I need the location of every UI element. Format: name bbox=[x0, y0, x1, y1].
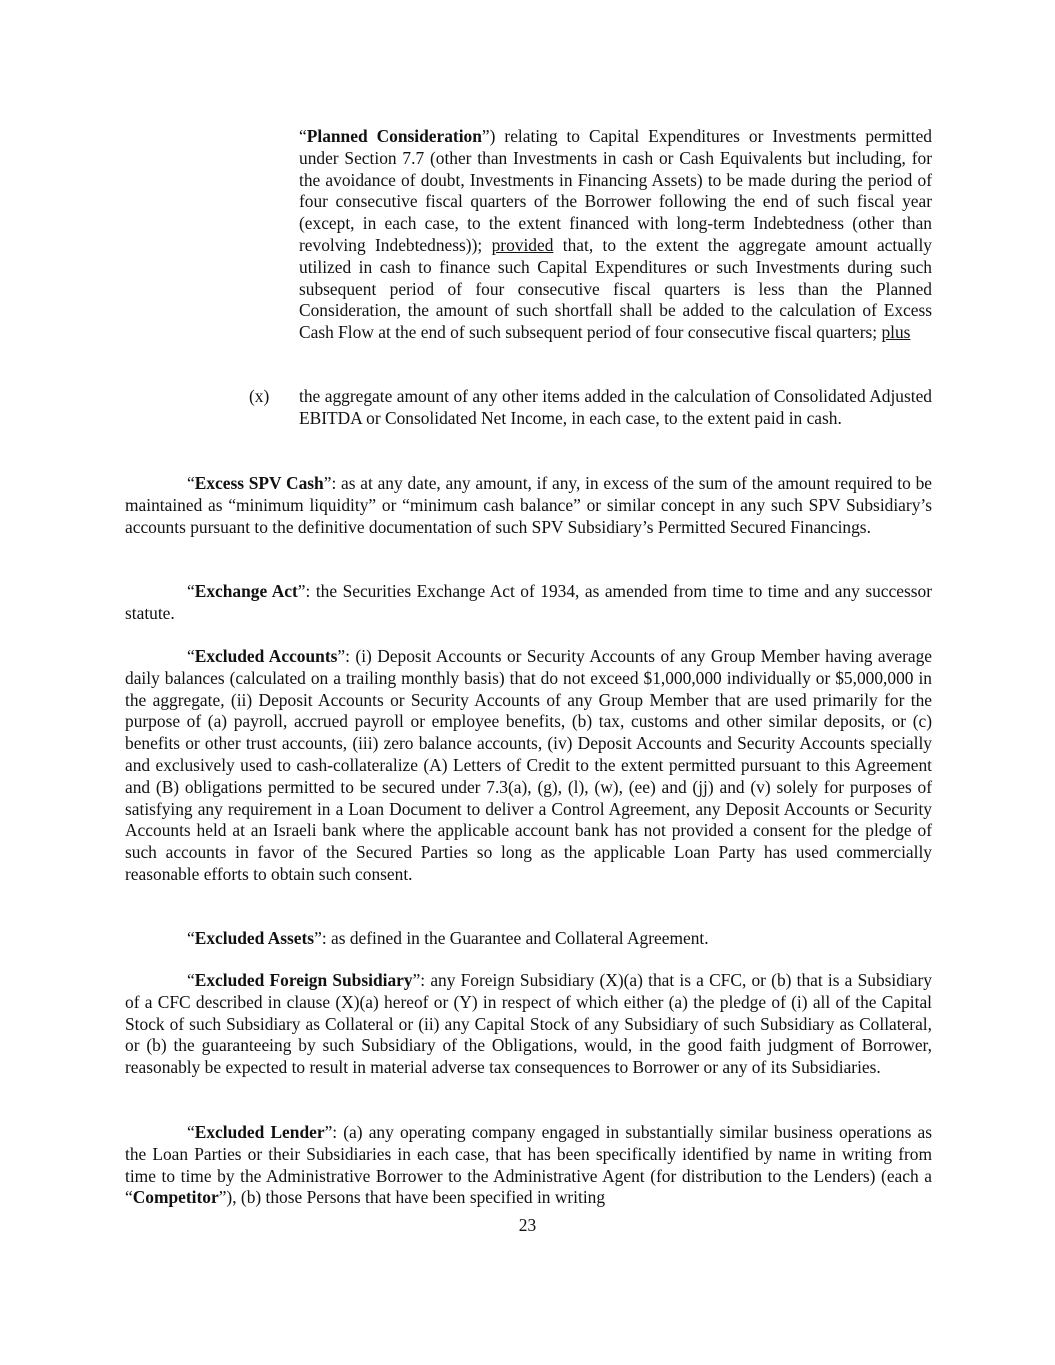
defined-term: Exchange Act bbox=[194, 581, 298, 601]
definition-exchange-act: “Exchange Act”: the Securities Exchange Act of 1934, as amended from time to time and any successor statute. bbox=[125, 581, 932, 623]
defined-term: Excluded Assets bbox=[194, 928, 315, 948]
provided-keyword: provided bbox=[491, 234, 554, 255]
definition-excess-spv-cash: “Excess SPV Cash”: as at any date, any amount, if any, in excess of the sum of the amount required to be maintained as “minimum liquidity” or “minimum cash balance” or similar concept in any such SPV Subsidiary’s accounts pursuant to the definitive documentation of such SPV Subsidiary’s Permitted Secured Financings. bbox=[125, 473, 932, 537]
defined-term: Excluded Lender bbox=[194, 1122, 325, 1142]
defined-term: Excluded Accounts bbox=[194, 646, 338, 666]
definition-excluded-assets: “Excluded Assets”: as defined in the Guarantee and Collateral Agreement. bbox=[187, 928, 709, 948]
clause-x-label: (x) bbox=[249, 386, 270, 406]
defined-term-competitor: Competitor bbox=[132, 1187, 219, 1208]
definition-excluded-accounts: “Excluded Accounts”: (i) Deposit Accounts or Security Accounts of any Group Member having average daily balances (calculated on a trailing monthly basis) that do not exceed $1,000,000 individually or $5,000,000 in the aggregate, (ii) Deposit Accounts or Security Accounts of any Group Member that are used primarily for the purpose of (a) payroll, accrued payroll or employee benefits, (b) tax, customs and other similar deposits, or (c) benefits or other trust accounts, (iii) zero balance accounts, (iv) Deposit Accounts and Security Accounts specially and exclusively used to cash-collateralize (A) Letters of Credit to the extent permitted pursuant to this Agreement and (B) obligations permitted to be secured under 7.3(a), (g), (l), (w), (ee) and (jj) and (v) solely for purposes of satisfying any requirement in a Loan Document to deliver a Control Agreement, any Deposit Accounts or Security Accounts held at an Israeli bank where the applicable account bank has not provided a consent for the pledge of such accounts in favor of the Secured Parties so long as the applicable Loan Party has used commercially reasonable efforts to obtain such consent. bbox=[125, 646, 932, 884]
plus-keyword: plus bbox=[881, 322, 911, 343]
page-number: 23 bbox=[518, 1215, 537, 1235]
clause-x-text: the aggregate amount of any other items added in the calculation of Consolidated Adjusted EBITDA or Consolidated Net Income, in each case, to the extent paid in cash. bbox=[299, 386, 932, 428]
clause-ix-continuation: “Planned Consideration”) relating to Capital Expenditures or Investments permitted under Section 7.7 (other than Investments in cash or Cash Equivalents but including, for the avoidance of doubt, Investments in Financing Assets) to be made during the period of four consecutive fiscal quarters of the Borrower following the end of such fiscal year (except, in each case, to the extent financed with long-term Indebtedness (other than revolving Indebtedness)); provided that, to the extent the aggregate amount actually utilized in cash to finance such Capital Expenditures or such Investments during such subsequent period of four consecutive fiscal quarters is less than the Planned Consideration, the amount of such shortfall shall be added to the calculation of Excess Cash Flow at the end of such subsequent period of four consecutive fiscal quarters; plus bbox=[299, 126, 932, 343]
definition-excluded-lender: “Excluded Lender”: (a) any operating company engaged in substantially similar business operations as the Loan Parties or their Subsidiaries in each case, that has been specifically identified by name in writing from time to time by the Administrative Borrower to the Administrative Agent (for distribution to the Lenders) (each a “Competitor”), (b) those Persons that have been specified in writing bbox=[125, 1122, 933, 1208]
defined-term: Excess SPV Cash bbox=[194, 473, 324, 493]
definition-excluded-foreign-subsidiary: “Excluded Foreign Subsidiary”: any Foreign Subsidiary (X)(a) that is a CFC, or (b) that is a Subsidiary of a CFC described in clause (X)(a) hereof or (Y) in respect of which either (a) the pledge of (i) all of the Capital Stock of such Subsidiary as Collateral or (ii) any Capital Stock of any Subsidiary of such Subsidiary as Collateral, or (b) the guaranteeing by such Subsidiary of the Obligations, would, in the good faith judgment of Borrower, reasonably be expected to result in material adverse tax consequences to Borrower or any of its Subsidiaries. bbox=[125, 970, 932, 1078]
defined-term: Excluded Foreign Subsidiary bbox=[194, 970, 413, 990]
defined-term-planned-consideration: Planned Consideration bbox=[306, 126, 482, 146]
